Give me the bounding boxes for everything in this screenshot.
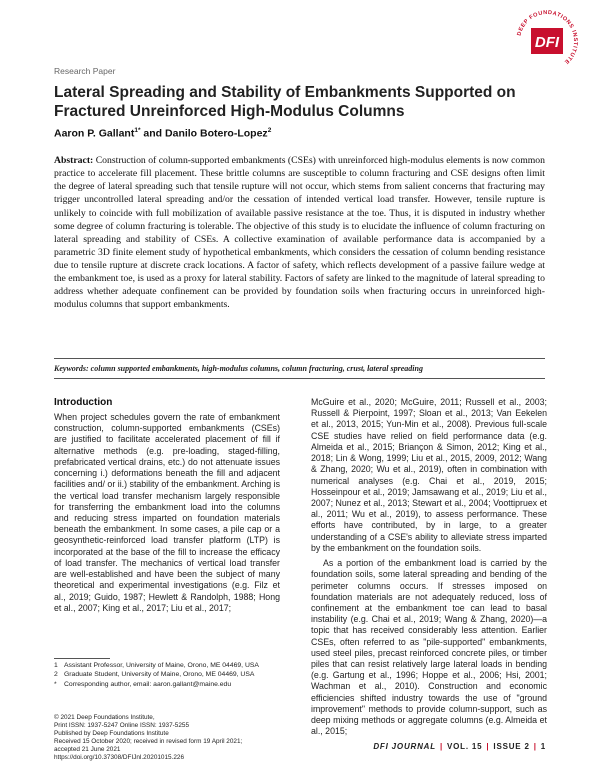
author-conjunction: and	[140, 127, 166, 140]
keywords	[54, 364, 423, 373]
footnote-corresponding: * Corresponding author, email: aaron.gallant@maine.edu	[54, 680, 232, 688]
footer-page-number: 1	[540, 742, 546, 751]
footnotes	[54, 661, 294, 689]
intro-paragraph-2: As a portion of the embankment load is carried by the foundation soils, some lateral spreading and bending of the perimeter columns occurs. If stresses imposed on foundation materials are not adequately reduced, loss of confinement at the embankment toe can lead to basal instability (e.g. Chai et al., 2019; Wang & Zhang, 2020)—a topic that has received considerably less attention. Earlier CSEs, often referred to as "pile-supported" embankments, used steel piles, precast reinforced concrete piles, or timber piles that can resist relatively large lateral loads in bending (e.g. Gartung et al., 1996; Hoppe et al., 2006; Hsi, 2001; Wachman et al., 2010). Construction and economic efficiencies shifted industry towards the use of "ground improvement" methods to provide column-support, such as deep mixing methods or aggregate columns (e.g. Almeida et al., 2015;	[311, 558, 547, 737]
accepted-line: accepted 21 June 2021	[54, 746, 121, 754]
footnote-1: 1 Assistant Professor, University of Maine, Orono, ME 04469, USA	[54, 662, 259, 669]
author-1: Aaron P. Gallant	[54, 127, 135, 140]
footer-journal: DFI JOURNAL	[373, 742, 436, 751]
right-column-text	[311, 397, 547, 738]
left-column-text	[54, 412, 280, 614]
doi-link[interactable]: https://doi.org/10.37308/DFIJnl.20201015.226	[54, 754, 185, 762]
publication-info	[54, 714, 294, 763]
keywords-label: Keywords:	[54, 364, 89, 373]
article-title: Lateral Spreading and Stability of Embankments Supported on Fractured Unreinforced High-Modulus Columns	[54, 84, 516, 120]
logo-ring-text: DEEP FOUNDATIONS INSTITUTE	[516, 9, 579, 66]
issn-line: Print ISSN: 1937-5247 Online ISSN: 1937-5255	[54, 722, 189, 730]
keywords-bottom-rule	[54, 378, 545, 379]
copyright-line: © 2021 Deep Foundations Institute,	[54, 714, 155, 721]
dfi-logo	[514, 8, 580, 74]
footnote-rule	[54, 658, 110, 659]
publisher-line: Published by Deep Foundations Institute	[54, 730, 169, 738]
page-footer: DFI JOURNAL | VOL. 15 | ISSUE 2 | 1	[373, 742, 546, 751]
abstract-text: Construction of column-supported embankments (CSEs) with unreinforced high-modulus elements is now common practice to accelerate fill placement. These brittle columns are susceptible to column fracturing and CSE designs often limit the degree of lateral spreading such that tensile rupture will not occur, which stems from salient concerns that fracturing may trigger uncontrolled lateral spreading and/or the cessation of intended vertical load transfer. However, tensile rupture is unlikely to coincide with full mobilization of available passive resistance at the toe. Thus, it is disputed in industry whether some degree of column fracturing is tolerable. The objective of this study is to elucidate the influence of column fracturing on lateral spreading and stability of CSEs. A collective examination of available performance data is accompanied by a parametric 3D finite element study of hypothetical embankments, which considers the cessation of column bending resistance due to tensile rupture at discrete crack locations. A factor of safety, which reflects development of a passive failure wedge at the embankment toe, is used as a proxy for lateral stability. Factors of safety are linked to the magnitude of lateral spreading to address whether adequate confinement can be provided by foundation soils when fracturing occurs in unreinforced high-modulus columns that support embankments.	[54, 155, 545, 311]
abstract-label: Abstract:	[54, 155, 94, 166]
author-line	[54, 127, 271, 140]
footnote-2: 2 Graduate Student, University of Maine, Orono, ME 04469, USA	[54, 671, 255, 679]
intro-paragraph-continued: McGuire et al., 2020; McGuire, 2011; Russell et al., 2003; Russell & Pierpoint, 1997; Sloan et al., 2013; Van Eekelen et al., 2013, 2015; Yun-Min et al., 2008). Previous full-scale CSE studies have relied on field performance data (e.g. Almeida et al., 2015; Briançon & Simon, 2012; King et al., 2018; Lin & Wong, 1999; Liu et al., 2015, 2009, 2012; Wang & Zhang, 2020; Wu et al., 2019), often in combination with numerical analyses (e.g. Chai et al., 2019, 2015; Hosseinpour et al., 2019; Jamsawang et al., 2019; Liu et al., 2007; Nunez et al., 2013; Stewart et al., 2004; Voottipruex et al., 2011; Wu et al., 2019), to assess performance. These efforts have contributed, by in large, to a greater understanding of a CSE's ability to alleviate stress imparted by the embankment on the foundation soils.	[311, 397, 547, 553]
section-heading-introduction: Introduction	[54, 397, 113, 408]
footer-volume: VOL. 15	[446, 742, 483, 751]
intro-paragraph-1: When project schedules govern the rate of embankment construction, column-supported embankments (CSEs) are justified to facilitate accelerated placement of fill if alternative methods (e.g. pre-loading, staged-filling, prefabricated vertical drains, etc.) do not attenuate issues concerning i.) deformations beneath the fill and adjacent facilities and/ or ii.) stability of the embankment. Arching is the vertical load transfer mechanism largely responsible for transferring the embankment load into the columns and reducing stress imparted on foundation materials beneath the embankment. In some cases, a pile cap or a geosynthetic-reinforced load transfer platform (LTP) is incorporated at the base of the fill to increase the efficacy of load transfer. The mechanics of vertical load transfer are well-established and have been the subject of many theoretical and experimental investigations (e.g. Filz et al., 2019; Guido, 1987; Hewlett & Randolph, 1988; Hong et al., 2007; King et al., 2017; Liu et al., 2017;	[54, 412, 280, 613]
author-2: Danilo Botero-Lopez	[165, 127, 268, 140]
keywords-text: column supported embankments, high-modulus columns, column fracturing, crust, lateral spreading	[88, 364, 423, 373]
logo-text: DFI	[534, 34, 560, 51]
keywords-top-rule	[54, 358, 545, 359]
author-1-affiliation: 1*	[134, 127, 141, 134]
author-2-affiliation: 2	[267, 127, 272, 134]
abstract	[54, 154, 545, 312]
received-line: Received 15 October 2020; received in revised form 19 April 2021;	[54, 738, 243, 746]
paper-type-label: Research Paper	[54, 66, 116, 76]
footer-issue: ISSUE 2	[493, 742, 530, 751]
